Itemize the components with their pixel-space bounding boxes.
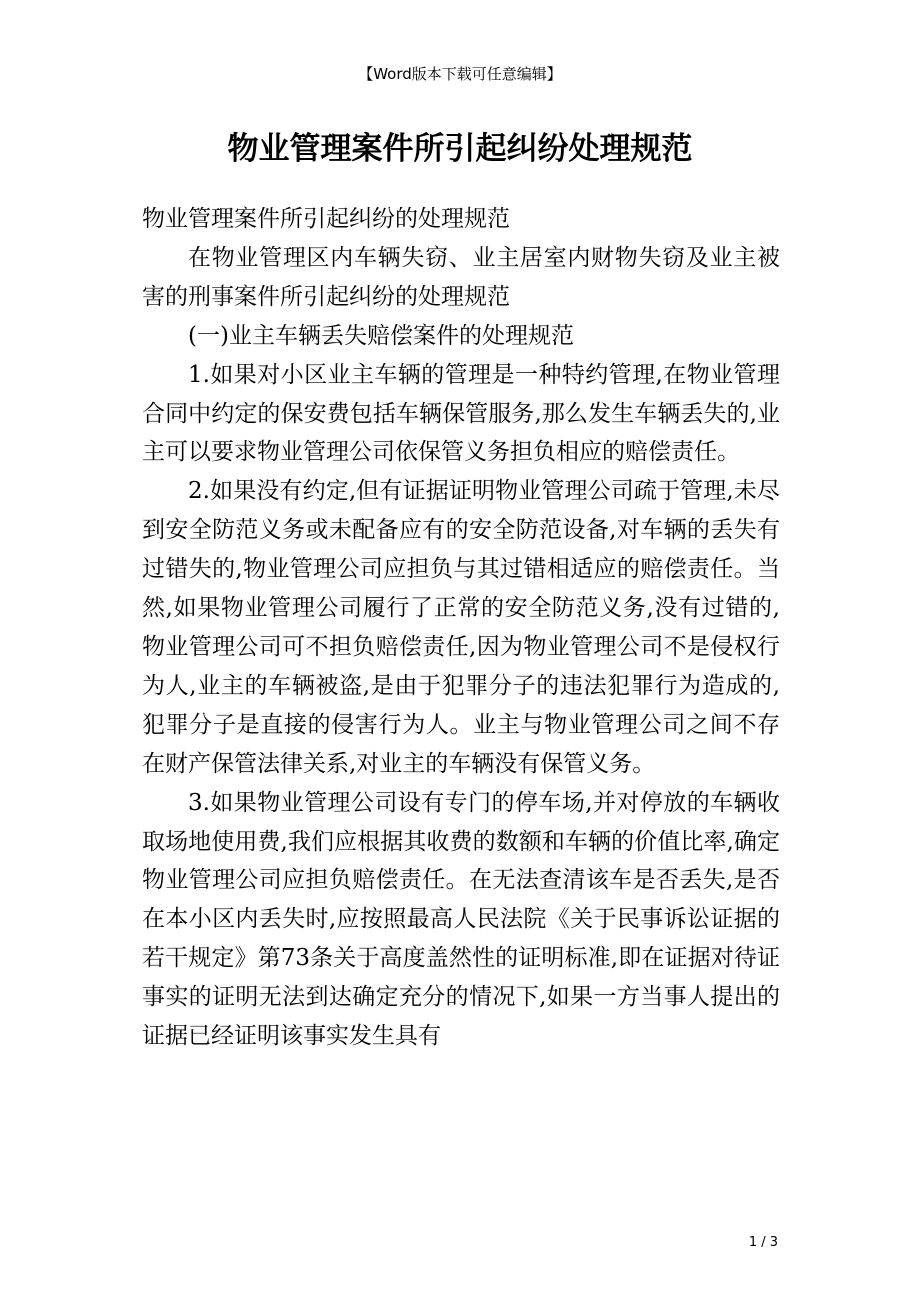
paragraph-item-2: 2.如果没有约定,但有证据证明物业管理公司疏于管理,未尽到安全防范义务或未配备应有的安全防范设备,对车辆的丢失有过错失的,物业管理公司应担负与其过错相适应的赔偿责任。当然,如果物业管理公司履行了正常的安全防范义务,没有过错的,物业管理公司可不担负赔偿责任,因为物业管理公司不是侵权行为人,业主的车辆被盗,是由于犯罪分子的违法犯罪行为造成的,犯罪分子是直接的侵害行为人。业主与物业管理公司之间不存在财产保管法律关系,对业主的车辆没有保管义务。 <box>142 478 780 777</box>
document-title: 物业管理案件所引起纠纷处理规范 <box>227 131 693 167</box>
paragraph-item-3: 3.如果物业管理公司设有专门的停车场,并对停放的车辆收取场地使用费,我们应根据其收费的数额和车辆的价值比率,确定物业管理公司应担负赔偿责任。在无法查清该车是否丢失,是否在本小区内丢失时,应按照最高人民法院《关于民事诉讼证据的若干规定》第73条关于高度盖然性的证明标准,即在证据对待证事实的证明无法到达确定充分的情况下,如果一方当事人提出的证据已经证明该事实发生具有 <box>142 789 780 1050</box>
section-heading: (一)业主车辆丢失赔偿案件的处理规范 <box>188 322 574 349</box>
paragraph-intro: 在物业管理区内车辆失窃、业主居室内财物失窃及业主被害的刑事案件所引起纠纷的处理规范 <box>142 244 780 310</box>
download-note: 【Word版本下载可任意编辑】 <box>358 65 562 83</box>
paragraph-item-1: 1.如果对小区业主车辆的管理是一种特约管理,在物业管理合同中约定的保安费包括车辆保管服务,那么发生车辆丢失的,业主可以要求物业管理公司依保管义务担负相应的赔偿责任。 <box>142 361 780 466</box>
page-number: 1 / 3 <box>748 1235 778 1250</box>
document-body <box>142 200 780 1056</box>
paragraph-subtitle: 物业管理案件所引起纠纷的处理规范 <box>142 206 510 232</box>
